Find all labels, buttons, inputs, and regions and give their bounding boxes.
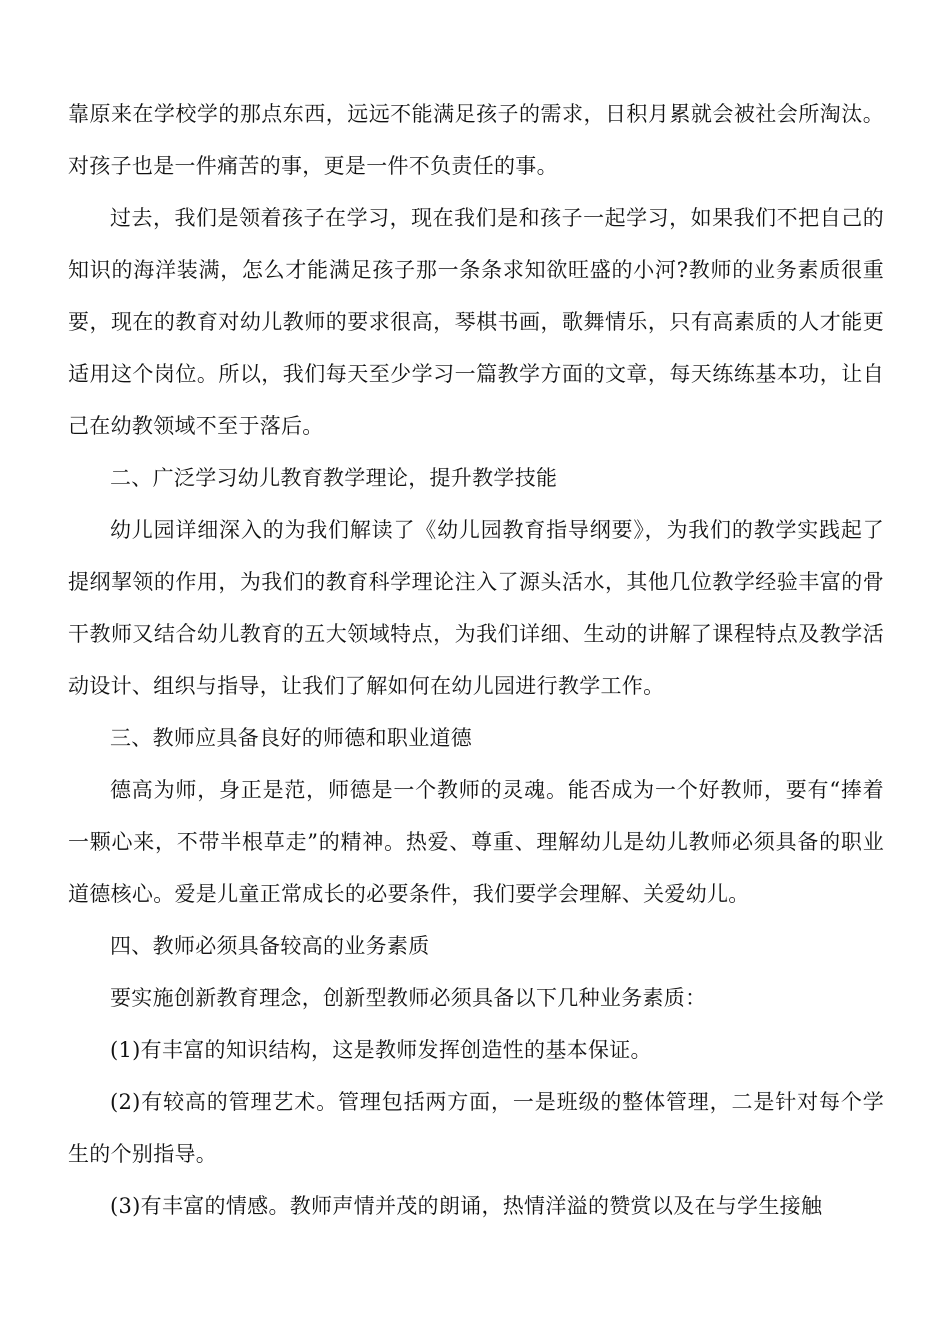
section-heading: 四、教师必须具备较高的业务素质 bbox=[110, 934, 430, 958]
body-paragraph: 靠原来在学校学的那点东西，远远不能满足孩子的需求，日积月累就会被社会所淘汰。对孩子也是一件痛苦的事，更是一件不负责任的事。 bbox=[68, 102, 884, 178]
body-paragraph: 过去，我们是领着孩子在学习，现在我们是和孩子一起学习，如果我们不把自己的知识的海洋装满，怎么才能满足孩子那一条条求知欲旺盛的小河?教师的业务素质很重要，现在的教育对幼儿教师的要求很高，琴棋书画，歌舞情乐，只有高素质的人才能更适用这个岗位。所以，我们每天至少学习一篇教学方面的文章，每天练练基本功，让自己在幼教领域不至于落后。 bbox=[68, 206, 884, 438]
list-item: (3)有丰富的情感。教师声情并茂的朗诵，热情洋溢的赞赏以及在与学生接触 bbox=[110, 1194, 823, 1218]
body-paragraph: 幼儿园详细深入的为我们解读了《幼儿园教育指导纲要》，为我们的教学实践起了提纲挈领的作用，为我们的教育科学理论注入了源头活水，其他几位教学经验丰富的骨干教师又结合幼儿教育的五大领域特点，为我们详细、生动的讲解了课程特点及教学活动设计、组织与指导，让我们了解如何在幼儿园进行教学工作。 bbox=[68, 518, 884, 698]
section-heading: 二、广泛学习幼儿教育教学理论，提升教学技能 bbox=[110, 466, 558, 490]
body-paragraph: 要实施创新教育理念，创新型教师必须具备以下几种业务素质： bbox=[110, 986, 707, 1010]
section-heading: 三、教师应具备良好的师德和职业道德 bbox=[110, 726, 473, 750]
body-paragraph: 德高为师，身正是范，师德是一个教师的灵魂。能否成为一个好教师，要有“捧着一颗心来，不带半根草走”的精神。热爱、尊重、理解幼儿是幼儿教师必须具备的职业道德核心。爱是儿童正常成长的必要条件，我们要学会理解、关爱幼儿。 bbox=[68, 778, 884, 906]
document-page bbox=[68, 88, 884, 1232]
list-item: (1)有丰富的知识结构，这是教师发挥创造性的基本保证。 bbox=[110, 1038, 652, 1062]
list-item: (2)有较高的管理艺术。管理包括两方面，一是班级的整体管理，二是针对每个学生的个别指导。 bbox=[68, 1090, 884, 1166]
